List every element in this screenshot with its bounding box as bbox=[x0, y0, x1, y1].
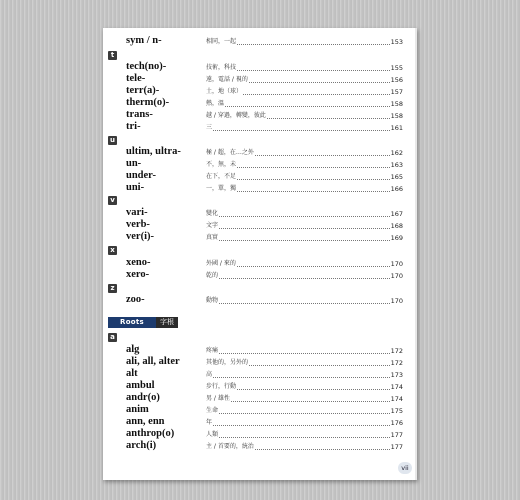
entry-meaning-line bbox=[206, 221, 403, 231]
entry-term: anim bbox=[126, 404, 149, 415]
entry-page: 168 bbox=[390, 222, 403, 230]
entry-meaning: 男 / 雄性 bbox=[206, 395, 230, 402]
dot-leader bbox=[237, 166, 390, 168]
entry-term: verb- bbox=[126, 219, 150, 230]
entry-term: ver(i)- bbox=[126, 231, 154, 242]
entry-meaning-line bbox=[206, 209, 403, 219]
entry-page: 162 bbox=[390, 149, 403, 157]
entry-meaning-line bbox=[206, 99, 403, 109]
entry-meaning-line bbox=[206, 63, 403, 73]
index-entry bbox=[103, 122, 417, 134]
entry-term: ali, all, alter bbox=[126, 356, 180, 367]
entry-meaning: 真實 bbox=[206, 234, 219, 241]
entry-term: alg bbox=[126, 344, 140, 355]
entry-term: andr(o) bbox=[126, 392, 160, 403]
entry-meaning: 極 / 超，在…之外 bbox=[206, 149, 254, 156]
entry-term: trans- bbox=[126, 109, 153, 120]
index-entry bbox=[103, 441, 417, 453]
entry-meaning-line bbox=[206, 358, 403, 368]
index-entry bbox=[103, 62, 417, 74]
index-entry bbox=[103, 208, 417, 220]
entry-meaning-line bbox=[206, 75, 403, 85]
entry-term: xero- bbox=[126, 269, 150, 280]
entry-term: ultim, ultra- bbox=[126, 146, 181, 157]
entry-meaning: 生命 bbox=[206, 407, 219, 414]
entry-meaning: 三 bbox=[206, 124, 213, 131]
entry-meaning-line bbox=[206, 430, 403, 440]
entry-meaning-line bbox=[206, 233, 403, 243]
entry-page: 177 bbox=[390, 443, 403, 451]
entry-page: 174 bbox=[390, 383, 403, 391]
letter-header-z: z bbox=[108, 284, 117, 293]
letter-header-t: t bbox=[108, 51, 117, 60]
entry-term: tech(no)- bbox=[126, 61, 167, 72]
dot-leader bbox=[237, 265, 390, 267]
index-entry bbox=[103, 147, 417, 159]
entry-page: 172 bbox=[390, 359, 403, 367]
entry-meaning-line bbox=[206, 87, 403, 97]
entry-meaning-line bbox=[206, 406, 403, 416]
roots-banner-label-zh: 字根 bbox=[156, 317, 178, 328]
entry-meaning: 外國 / 來的 bbox=[206, 260, 236, 267]
entry-page: 172 bbox=[390, 347, 403, 355]
entry-meaning-line bbox=[206, 111, 403, 121]
book-page bbox=[103, 28, 417, 480]
entry-page: 175 bbox=[390, 407, 403, 415]
dot-leader bbox=[237, 43, 390, 45]
letter-header-x: x bbox=[108, 246, 117, 255]
entry-term: uni- bbox=[126, 182, 145, 193]
entry-meaning-line bbox=[206, 271, 403, 281]
entry-term: arch(i) bbox=[126, 440, 157, 451]
entry-term: tri- bbox=[126, 121, 141, 132]
dot-leader bbox=[225, 105, 390, 107]
entry-meaning: 一，單，獨 bbox=[206, 185, 237, 192]
page-number-badge: vii bbox=[398, 462, 412, 474]
entry-term: ann, enn bbox=[126, 416, 165, 427]
letter-header-v: v bbox=[108, 196, 117, 205]
entry-page: 177 bbox=[390, 431, 403, 439]
entry-meaning-line bbox=[206, 148, 403, 158]
entry-meaning: 動物 bbox=[206, 297, 219, 304]
dot-leader bbox=[237, 190, 390, 192]
entry-page: 176 bbox=[390, 419, 403, 427]
entry-page: 166 bbox=[390, 185, 403, 193]
entry-meaning: 文字 bbox=[206, 222, 219, 229]
dot-leader bbox=[219, 227, 390, 229]
entry-page: 156 bbox=[390, 76, 403, 84]
entry-meaning: 在下，不足 bbox=[206, 173, 237, 180]
entry-page: 167 bbox=[390, 210, 403, 218]
entry-meaning-line bbox=[206, 418, 403, 428]
index-entry bbox=[103, 258, 417, 270]
entry-page: 158 bbox=[390, 100, 403, 108]
entry-term: anthrop(o) bbox=[126, 428, 175, 439]
entry-term: under- bbox=[126, 170, 156, 181]
entry-meaning-line bbox=[206, 346, 403, 356]
entry-page: 170 bbox=[390, 297, 403, 305]
entry-term: sym / n- bbox=[126, 35, 162, 46]
entry-term: alt bbox=[126, 368, 138, 379]
entry-page: 169 bbox=[390, 234, 403, 242]
dot-leader bbox=[267, 117, 390, 119]
letter-header-a: a bbox=[108, 333, 117, 342]
entry-meaning-line bbox=[206, 442, 403, 452]
dot-leader bbox=[213, 129, 390, 131]
dot-leader bbox=[237, 388, 390, 390]
entry-meaning: 疼痛 bbox=[206, 347, 219, 354]
entry-page: 174 bbox=[390, 395, 403, 403]
entry-meaning: 人類 bbox=[206, 431, 219, 438]
entry-term: vari- bbox=[126, 207, 148, 218]
entry-term: xeno- bbox=[126, 257, 151, 268]
roots-section-banner bbox=[108, 317, 178, 328]
dot-leader bbox=[237, 69, 390, 71]
dot-leader bbox=[219, 352, 390, 354]
dot-leader bbox=[249, 81, 390, 83]
roots-banner-label: Roots bbox=[108, 317, 156, 328]
dot-leader bbox=[219, 412, 390, 414]
dot-leader bbox=[213, 376, 390, 378]
index-entry bbox=[103, 295, 417, 307]
entry-meaning: 其他的，另外的 bbox=[206, 359, 249, 366]
entry-page: 157 bbox=[390, 88, 403, 96]
entry-term: zoo- bbox=[126, 294, 145, 305]
entry-page: 173 bbox=[390, 371, 403, 379]
entry-meaning-line bbox=[206, 382, 403, 392]
entry-page: 170 bbox=[390, 272, 403, 280]
dot-leader bbox=[219, 302, 390, 304]
entry-page: 161 bbox=[390, 124, 403, 132]
index-entry bbox=[103, 171, 417, 183]
entry-meaning-line bbox=[206, 259, 403, 269]
entry-meaning-line bbox=[206, 370, 403, 380]
entry-meaning-line bbox=[206, 394, 403, 404]
entry-meaning: 主 / 首要的，統治 bbox=[206, 443, 254, 450]
entry-meaning: 高 bbox=[206, 371, 213, 378]
entry-meaning: 變化 bbox=[206, 210, 219, 217]
entry-meaning-line bbox=[206, 172, 403, 182]
entry-page: 155 bbox=[390, 64, 403, 72]
entry-meaning-line bbox=[206, 160, 403, 170]
dot-leader bbox=[231, 400, 390, 402]
dot-leader bbox=[243, 93, 390, 95]
dot-leader bbox=[255, 448, 390, 450]
entry-meaning: 年 bbox=[206, 419, 213, 426]
index-entry bbox=[103, 393, 417, 405]
entry-meaning: 土，地（球） bbox=[206, 88, 243, 95]
entry-term: therm(o)- bbox=[126, 97, 170, 108]
entry-page: 165 bbox=[390, 173, 403, 181]
index-entry bbox=[103, 110, 417, 122]
entry-meaning: 相同，一起 bbox=[206, 38, 237, 45]
index-entry bbox=[103, 183, 417, 195]
entry-meaning-line bbox=[206, 123, 403, 133]
dot-leader bbox=[213, 424, 390, 426]
entry-meaning-line bbox=[206, 184, 403, 194]
dot-leader bbox=[237, 178, 390, 180]
entry-meaning-line bbox=[206, 296, 403, 306]
entry-meaning-line bbox=[206, 37, 403, 47]
entry-meaning: 熱，溫 bbox=[206, 100, 225, 107]
dot-leader bbox=[219, 215, 390, 217]
entry-page: 158 bbox=[390, 112, 403, 120]
entry-page: 153 bbox=[390, 38, 403, 46]
dot-leader bbox=[219, 277, 390, 279]
index-entry bbox=[103, 357, 417, 369]
dot-leader bbox=[219, 239, 390, 241]
entry-meaning: 技術，科技 bbox=[206, 64, 237, 71]
dot-leader bbox=[219, 436, 390, 438]
index-entry bbox=[103, 270, 417, 282]
entry-meaning: 乾的 bbox=[206, 272, 219, 279]
entry-meaning: 越 / 穿過，轉變，彼此 bbox=[206, 112, 266, 119]
index-entry bbox=[103, 36, 417, 48]
entry-meaning: 不，無，未 bbox=[206, 161, 237, 168]
entry-term: ambul bbox=[126, 380, 155, 391]
entry-page: 170 bbox=[390, 260, 403, 268]
entry-term: tele- bbox=[126, 73, 146, 84]
entry-meaning: 步行，行動 bbox=[206, 383, 237, 390]
dot-leader bbox=[255, 154, 390, 156]
entry-meaning: 遠，電話 / 視的 bbox=[206, 76, 248, 83]
entry-term: un- bbox=[126, 158, 142, 169]
letter-header-u: u bbox=[108, 136, 117, 145]
entry-term: terr(a)- bbox=[126, 85, 160, 96]
entry-page: 163 bbox=[390, 161, 403, 169]
dot-leader bbox=[249, 364, 390, 366]
index-entry bbox=[103, 232, 417, 244]
